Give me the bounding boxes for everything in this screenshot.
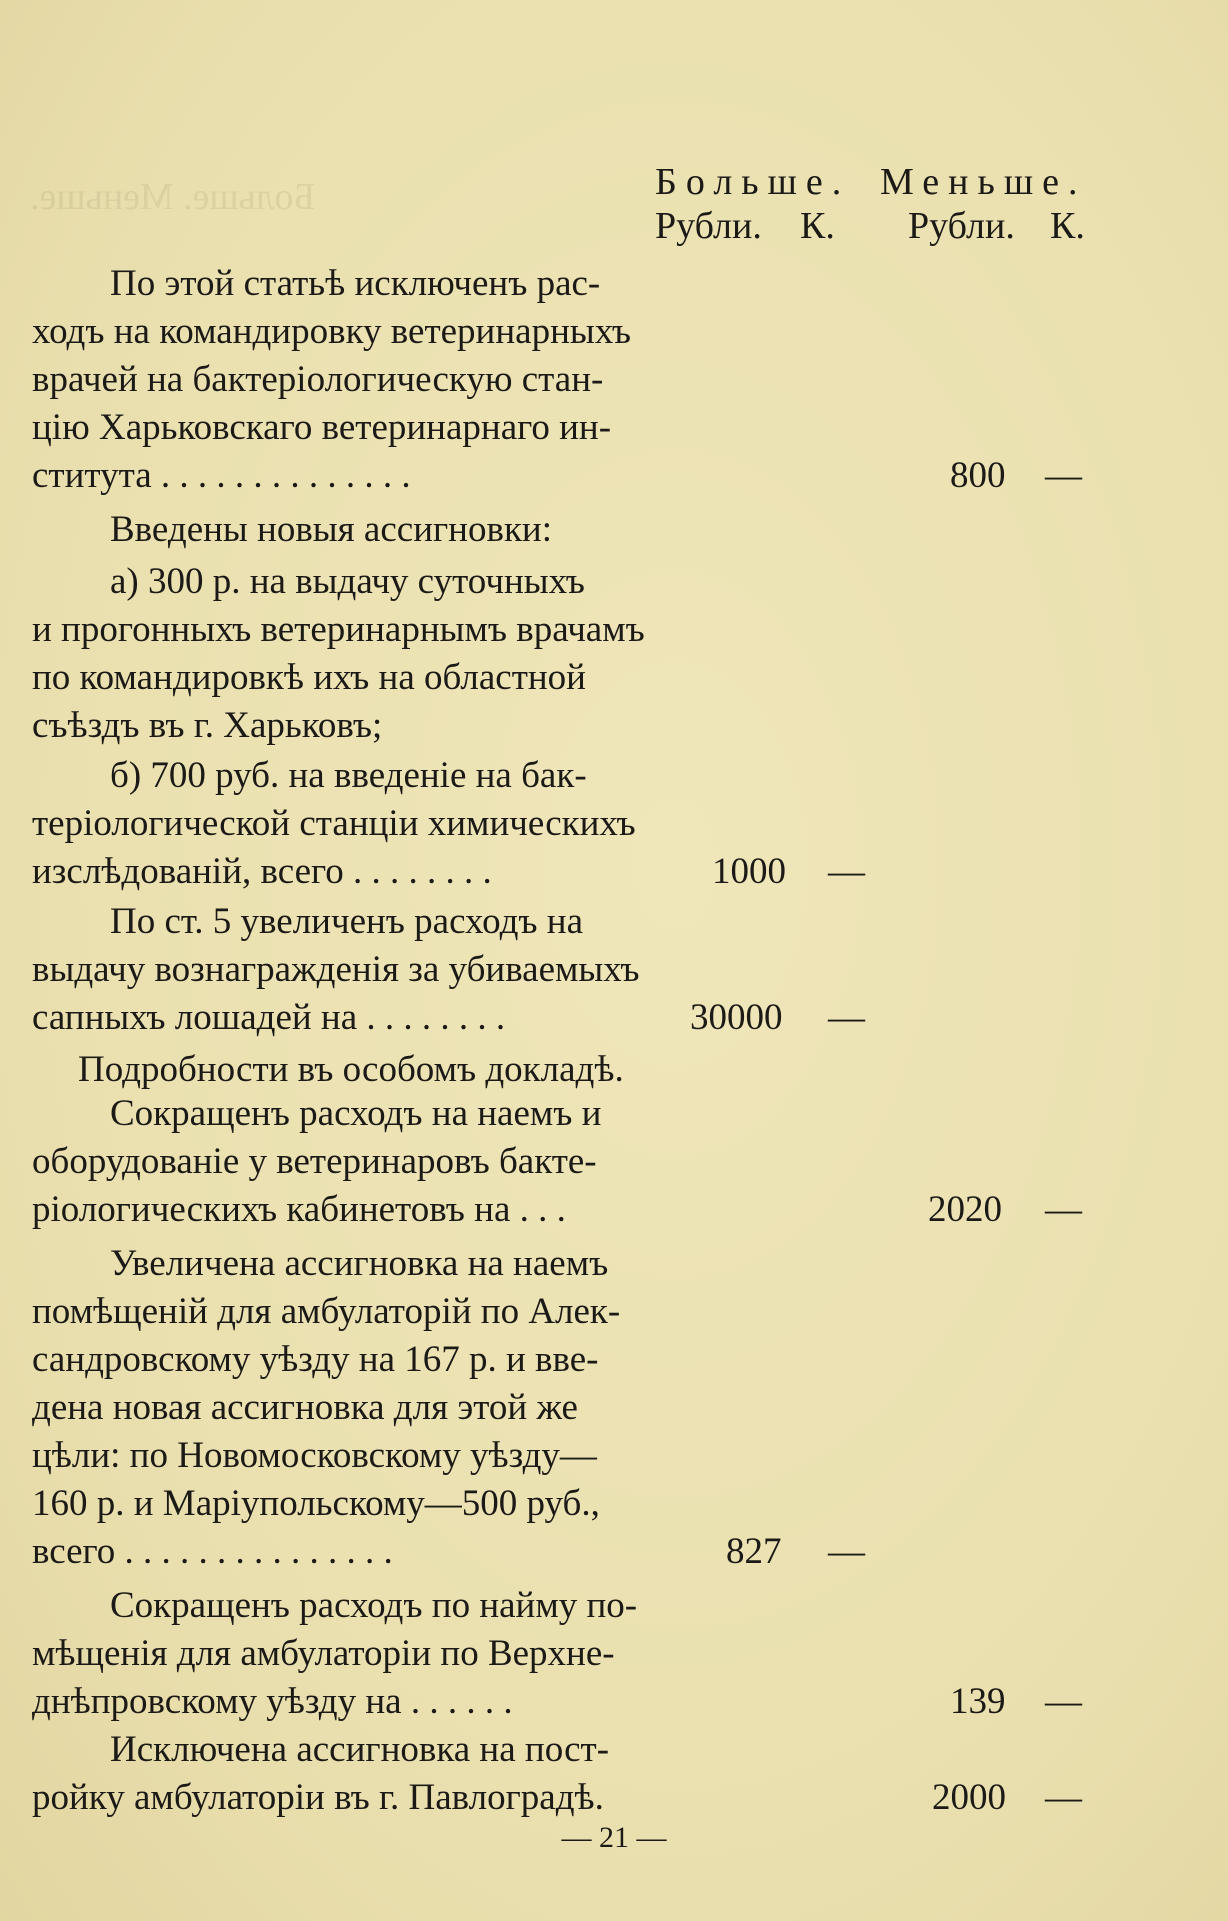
text-line: сандровскому уѣзду на 167 р. и вве- bbox=[32, 1339, 599, 1380]
amount-more: 1000 bbox=[712, 851, 786, 892]
column-subheader-rubles-more: Рубли. bbox=[655, 205, 762, 247]
amount-less: 800 bbox=[950, 455, 1006, 496]
text-line: цію Харьковскаго ветеринарнаго ин- bbox=[32, 407, 612, 448]
kopeck-dash: — bbox=[1045, 1777, 1082, 1818]
text-line: Введены новыя ассигновки: bbox=[110, 509, 552, 550]
text-line: всего . . . . . . . . . . . . . . . bbox=[32, 1531, 393, 1572]
text-line: По ст. 5 увеличенъ расходъ на bbox=[110, 901, 583, 942]
column-subheader-rubles-less: Рубли. bbox=[908, 205, 1015, 247]
text-line: Исключена ассигновка на пост- bbox=[110, 1729, 610, 1770]
column-header-more: Больше. bbox=[655, 161, 851, 203]
text-line: изслѣдованій, всего . . . . . . . . bbox=[32, 851, 492, 892]
text-line: ходъ на командировку ветеринарныхъ bbox=[32, 311, 631, 352]
text-line: врачей на бактеріологическую стан- bbox=[32, 359, 604, 400]
text-line: ріологическихъ кабинетовъ на . . . bbox=[32, 1189, 566, 1230]
show-through-text: Больше. Меньше. bbox=[30, 176, 316, 218]
kopeck-dash: — bbox=[828, 997, 865, 1038]
amount-less: 2000 bbox=[932, 1777, 1006, 1818]
kopeck-dash: — bbox=[1045, 1681, 1082, 1722]
column-subheader-kop-less: К. bbox=[1050, 205, 1085, 247]
amount-less: 139 bbox=[950, 1681, 1006, 1722]
text-line: Увеличена ассигновка на наемъ bbox=[110, 1243, 609, 1284]
text-line: Подробности въ особомъ докладѣ. bbox=[78, 1049, 624, 1090]
text-line: ройку амбулаторіи въ г. Павлоградѣ. bbox=[32, 1777, 604, 1818]
text-line: теріологической станціи химическихъ bbox=[32, 803, 636, 844]
text-line: мѣщенія для амбулаторіи по Верхне- bbox=[32, 1633, 615, 1674]
text-line: цѣли: по Новомосковскому уѣзду— bbox=[32, 1435, 597, 1476]
text-line: дена новая ассигновка для этой же bbox=[32, 1387, 578, 1428]
text-line: сапныхъ лошадей на . . . . . . . . bbox=[32, 997, 506, 1038]
kopeck-dash: — bbox=[1045, 1189, 1082, 1230]
text-line: днѣпровскому уѣзду на . . . . . . bbox=[32, 1681, 513, 1722]
kopeck-dash: — bbox=[828, 1531, 865, 1572]
column-header-less: Меньше. bbox=[880, 161, 1087, 203]
page-number: — 21 — bbox=[561, 1821, 667, 1854]
text-line: помѣщеній для амбулаторій по Алек- bbox=[32, 1291, 621, 1332]
text-line: Сокращенъ расходъ по найму по- bbox=[110, 1585, 638, 1626]
text-line: и прогонныхъ ветеринарнымъ врачамъ bbox=[32, 609, 645, 650]
amount-less: 2020 bbox=[928, 1189, 1002, 1230]
text-line: ститута . . . . . . . . . . . . . . bbox=[32, 455, 411, 496]
amount-more: 827 bbox=[726, 1531, 782, 1572]
kopeck-dash: — bbox=[828, 851, 865, 892]
text-line: б) 700 руб. на введеніе на бак- bbox=[110, 755, 587, 796]
text-line: 160 р. и Маріупольскому—500 руб., bbox=[32, 1483, 600, 1524]
amount-more: 30000 bbox=[690, 997, 783, 1038]
text-line: оборудованіе у ветеринаровъ бакте- bbox=[32, 1141, 597, 1182]
text-line: Сокращенъ расходъ на наемъ и bbox=[110, 1093, 602, 1134]
text-line: По этой статьѣ исключенъ рас- bbox=[110, 263, 601, 304]
text-line: съѣздъ въ г. Харьковъ; bbox=[32, 705, 383, 746]
text-line: а) 300 р. на выдачу суточныхъ bbox=[110, 561, 585, 602]
kopeck-dash: — bbox=[1045, 455, 1082, 496]
column-subheader-kop-more: К. bbox=[800, 205, 835, 247]
text-line: выдачу вознагражденія за убиваемыхъ bbox=[32, 949, 640, 990]
text-line: по командировкѣ ихъ на областной bbox=[32, 657, 586, 698]
